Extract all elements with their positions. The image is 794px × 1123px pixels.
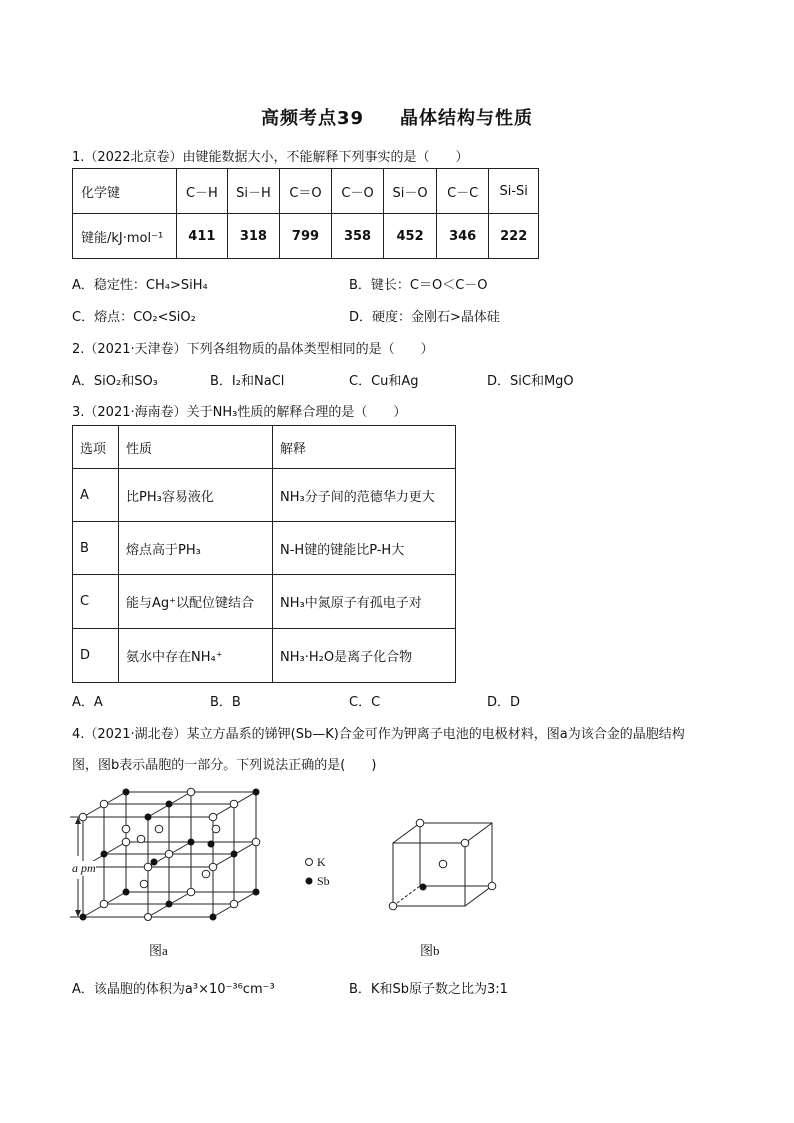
page-title (0, 104, 794, 130)
table-cell: 比PH₃容易液化 (119, 469, 273, 522)
q1-option-a: A．稳定性：CH₄>SiH₄ (72, 278, 208, 293)
table-cell: N-H键的键能比P-H大 (273, 522, 456, 575)
k-atom-icon (306, 859, 313, 866)
q2-option-b: B．I₂和NaCl (210, 374, 285, 389)
q1-bond-table (72, 168, 539, 259)
table-cell: Si－H (227, 169, 280, 214)
table-cell: C (73, 575, 119, 629)
table-cell: 熔点高于PH₃ (119, 522, 273, 575)
table-cell: 选项 (73, 426, 119, 469)
q2-option-d: D．SiC和MgO (487, 374, 574, 389)
q2-option-a: A．SiO₂和SO₃ (72, 374, 158, 389)
q1-option-b: B．键长：C＝O＜C－O (349, 278, 488, 293)
title-right: 晶体结构与性质 (400, 108, 534, 129)
table-cell: NH₃分子间的范德华力更大 (273, 469, 456, 522)
table-cell: 411 (177, 214, 228, 259)
q3-option-d: D．D (487, 695, 521, 710)
legend-sb-label: Sb (317, 874, 330, 888)
q2-stem: 2.（2021·天津卷）下列各组物质的晶体类型相同的是（ ） (72, 342, 434, 357)
table-cell: 键能/kJ·mol⁻¹ (73, 214, 177, 259)
table-row (73, 469, 456, 522)
table-cell: 452 (384, 214, 437, 259)
table-cell: A (73, 469, 119, 522)
table-cell: D (73, 629, 119, 683)
table-row (73, 214, 539, 259)
table-cell: 346 (436, 214, 489, 259)
table-cell: Si-Si (489, 169, 539, 214)
table-cell: B (73, 522, 119, 575)
table-cell: C－O (331, 169, 384, 214)
q1-option-d: D．硬度：金刚石>晶体硅 (349, 310, 500, 325)
q4-option-a: A．该晶胞的体积为a³×10⁻³⁶cm⁻³ (72, 982, 275, 997)
q4-stem-line1: 4.（2021·湖北卷）某立方晶系的锑钾(Sb—K)合金可作为钾离子电池的电极材料，图a为该合金的晶胞结构 (72, 727, 685, 742)
figure-a-caption: 图a (149, 943, 168, 958)
table-cell: 318 (227, 214, 280, 259)
crystal-structure-figure-b (385, 815, 505, 915)
table-cell: NH₃·H₂O是离子化合物 (273, 629, 456, 683)
table-row (73, 575, 456, 629)
table-cell: 222 (489, 214, 539, 259)
legend-symbols (302, 856, 316, 890)
table-row (73, 522, 456, 575)
table-cell: 氨水中存在NH₄⁺ (119, 629, 273, 683)
table-row (73, 169, 539, 214)
q4-option-b: B．K和Sb原子数之比为3:1 (349, 982, 508, 997)
table-cell: C－C (436, 169, 489, 214)
table-cell: 799 (280, 214, 332, 259)
q3-option-c: C．C (349, 695, 381, 710)
figure-b-caption: 图b (420, 943, 440, 958)
table-cell: C＝O (280, 169, 332, 214)
table-cell: 358 (331, 214, 384, 259)
q3-stem: 3.（2021·海南卷）关于NH₃性质的解释合理的是（ ） (72, 405, 407, 420)
table-cell: 性质 (119, 426, 273, 469)
crystal-structure-figure-a (66, 784, 276, 934)
table-cell: Si－O (384, 169, 437, 214)
table-row (73, 426, 456, 469)
table-cell: C－H (177, 169, 228, 214)
q3-option-a: A．A (72, 695, 103, 710)
title-left: 高频考点39 (260, 108, 365, 129)
q3-option-b: B．B (210, 695, 241, 710)
table-cell: 解释 (273, 426, 456, 469)
q1-option-c: C．熔点：CO₂<SiO₂ (72, 310, 196, 325)
table-row (73, 629, 456, 683)
q1-stem: 1.（2022北京卷）由键能数据大小，不能解释下列事实的是（ ） (72, 150, 469, 165)
q4-stem-line2: 图，图b表示晶胞的一部分。下列说法正确的是( ) (72, 758, 377, 773)
q2-option-c: C．Cu和Ag (349, 374, 419, 389)
dimension-label: a pm (72, 861, 96, 875)
q3-table (72, 425, 456, 683)
table-cell: 化学键 (73, 169, 177, 214)
table-cell: 能与Ag⁺以配位键结合 (119, 575, 273, 629)
sb-atom-icon (306, 878, 313, 885)
table-cell: NH₃中氮原子有孤电子对 (273, 575, 456, 629)
legend-k-label: K (317, 855, 326, 869)
